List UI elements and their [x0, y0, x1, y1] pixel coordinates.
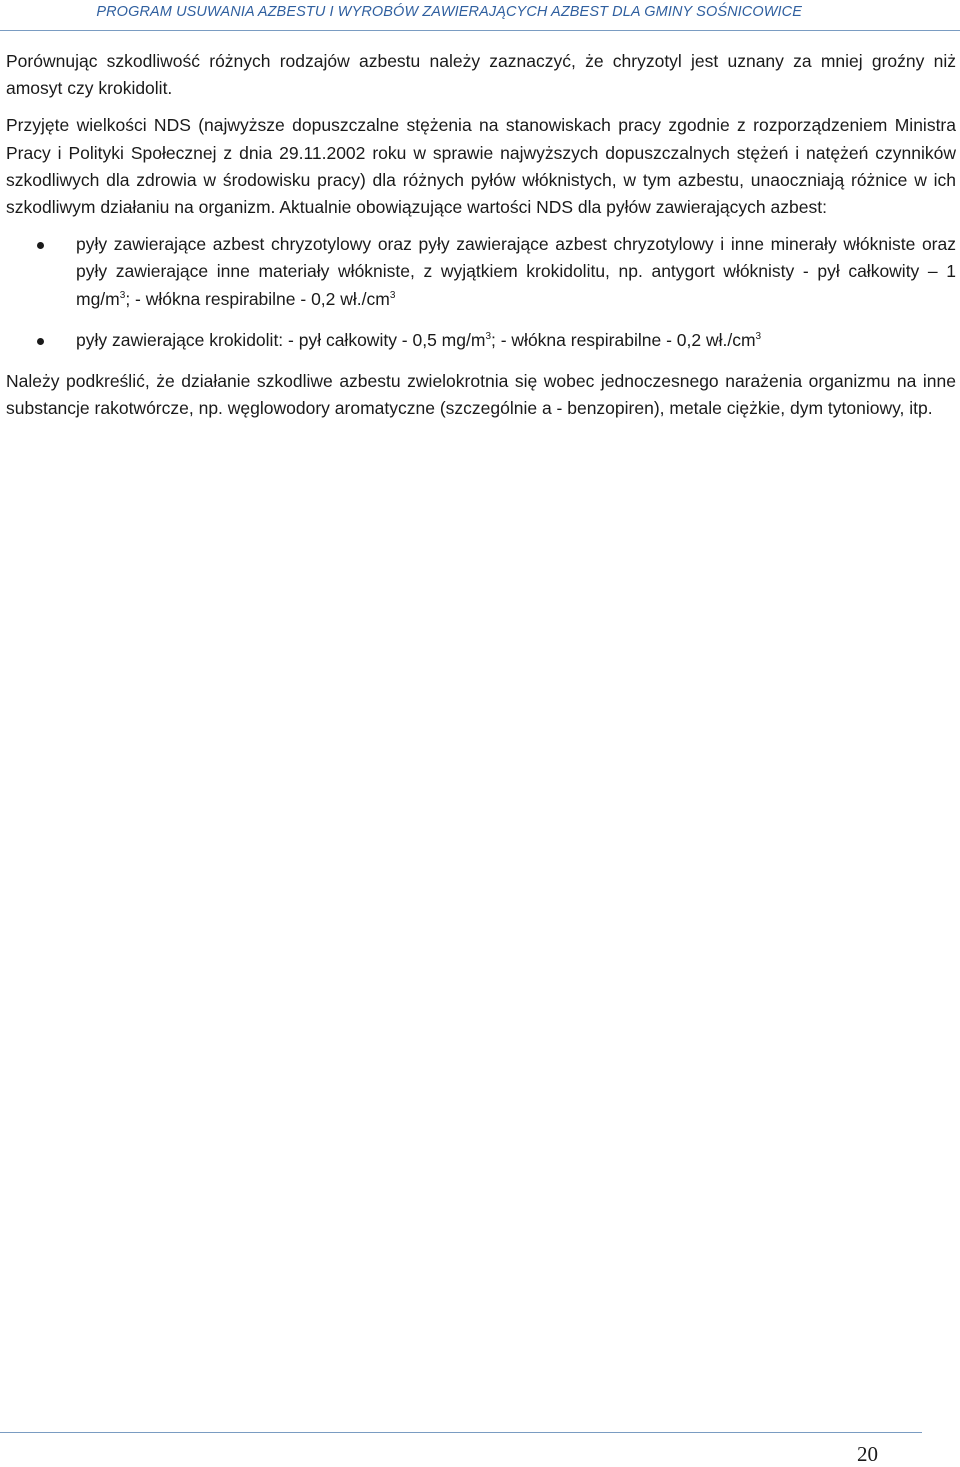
bullet-icon	[37, 242, 44, 249]
list-item-text: ; - włókna respirabilne - 0,2 wł./cm	[491, 329, 756, 350]
superscript: 3	[389, 289, 396, 301]
document-body	[6, 48, 956, 432]
list-item	[6, 231, 956, 313]
superscript: 3	[485, 330, 491, 342]
page-number: 20	[857, 1442, 878, 1466]
superscript: 3	[119, 289, 126, 301]
paragraph-nds: Przyjęte wielkości NDS (najwyższe dopuszczalne stężenia na stanowiskach pracy zgodnie z rozporządzeniem Ministra Pracy i Polityki Społecznej z dnia 29.11.2002 roku w sprawie najwyższych dopuszczalnych stężeń i natężeń czynników szkodliwych dla zdrowia w środowisku pracy) dla różnych pyłów włóknistych, w tym azbestu, unaoczniają różnice w ich szkodliwym działaniu na organizm. Aktualnie obowiązujące wartości NDS dla pyłów zawierających azbest:	[6, 115, 956, 218]
page-header	[0, 0, 960, 31]
paragraph-chryzotyl: Porównując szkodliwość różnych rodzajów azbestu należy zaznaczyć, że chryzotyl jest uznany za mniej groźny niż amosyt czy krokidolit.	[6, 51, 956, 99]
header-title: PROGRAM USUWANIA AZBESTU I WYROBÓW ZAWIERAJĄCYCH AZBEST DLA GMINY SOŚNICOWICE	[96, 4, 802, 20]
footer-divider	[0, 1432, 922, 1433]
list-item-text: pyły zawierające azbest chryzotylowy oraz pyły zawierające azbest chryzotylowy i inne minerały włókniste oraz pyły zawierające inne materiały włókniste, z wyjątkiem krokidolitu, np. antygort włóknisty - pył całkowity – 1 mg/m	[76, 234, 956, 309]
nds-values-list	[6, 231, 956, 354]
list-item	[6, 327, 956, 354]
list-item-text: ; - włókna respirabilne - 0,2 wł./cm	[125, 288, 390, 309]
bullet-icon	[37, 338, 44, 345]
list-item-text: pyły zawierające krokidolit: - pył całkowity - 0,5 mg/m	[76, 329, 486, 350]
paragraph-rakotworcze: Należy podkreślić, że działanie szkodliwe azbestu zwielokrotnia się wobec jednoczesnego narażenia organizmu na inne substancje rakotwórcze, np. węglowodory aromatyczne (szczególnie a - benzopiren), metale ciężkie, dym tytoniowy, itp.	[6, 371, 956, 419]
superscript: 3	[755, 330, 762, 342]
